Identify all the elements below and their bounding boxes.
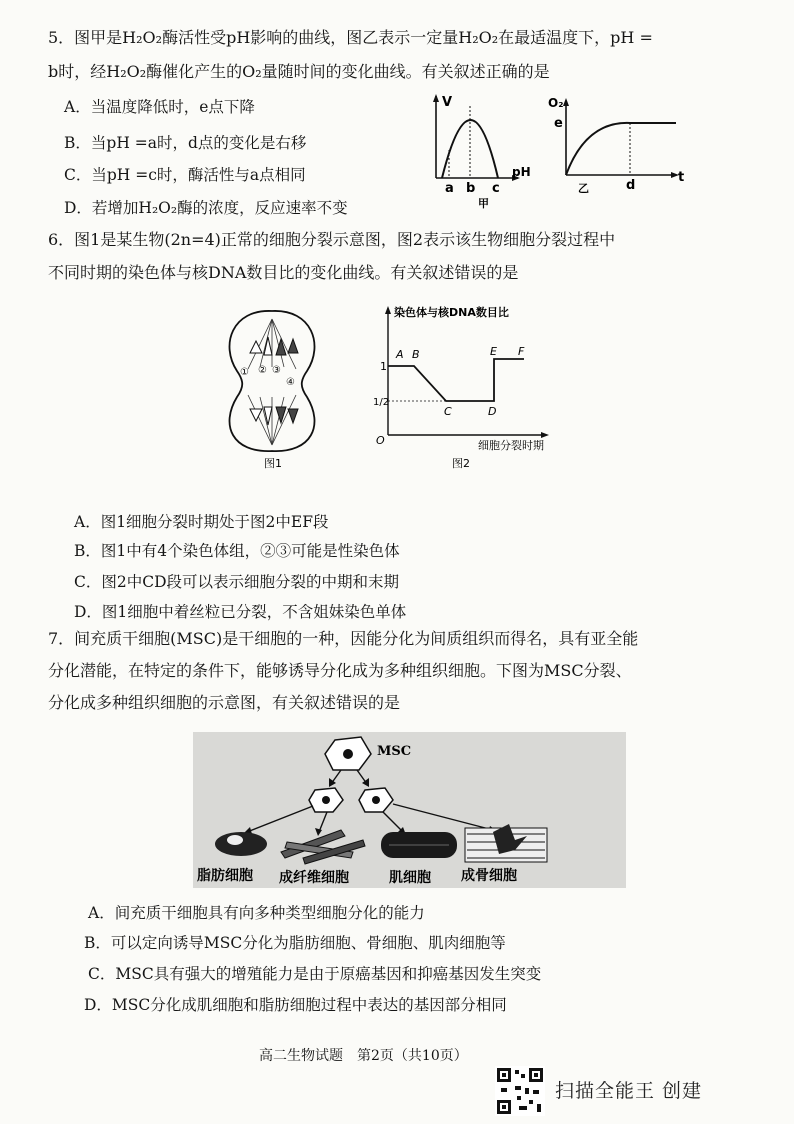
cell-label-muscle: 肌细胞	[389, 870, 431, 886]
cell-label-bone: 成骨细胞	[461, 868, 517, 884]
fig1-caption: 图1	[264, 457, 282, 469]
fig1-label-2: ②	[258, 365, 267, 376]
q7-option-a: A．间充质干细胞具有向多种类型细胞分化的能力	[88, 904, 425, 922]
yi-d-label: d	[626, 178, 636, 193]
q6-option-b: B．图1中有4个染色体组，②③可能是性染色体	[74, 542, 400, 560]
yi-y-label: O₂	[548, 96, 564, 110]
figure-2-curve	[366, 303, 556, 473]
fig1-label-1: ①	[240, 367, 249, 378]
cell-label-fibroblast: 成纤维细胞	[279, 870, 349, 886]
q7-option-d: D．MSC分化成肌细胞和脂肪细胞过程中表达的基因部分相同	[84, 996, 507, 1014]
yi-e-label: e	[554, 116, 563, 131]
fig2-ytick-1: 1	[380, 360, 387, 373]
q5-option-a: A．当温度降低时，e点下降	[64, 98, 255, 116]
q7-stem-line2: 分化潜能，在特定的条件下，能够诱导分化成为多种组织细胞。下图为MSC分裂、	[48, 661, 632, 680]
cell-label-fat: 脂肪细胞	[197, 868, 253, 884]
yi-x-label: t	[678, 170, 685, 185]
fig2-caption: 图2	[452, 457, 470, 470]
q6-stem-line1: 6．图1是某生物(2n=4)正常的细胞分裂示意图，图2表示该生物细胞分裂过程中	[48, 230, 616, 249]
q5-option-c: C．当pH =c时，酶活性与a点相同	[64, 166, 306, 184]
jia-tick-a: a	[445, 181, 454, 196]
jia-y-label: V	[442, 95, 453, 110]
jia-x-label: pH	[512, 165, 531, 179]
jia-caption: 甲	[478, 197, 489, 210]
fig2-ytick-half: 1/2	[373, 397, 390, 408]
q7-option-c: C．MSC具有强大的增殖能力是由于原癌基因和抑癌基因发生突变	[88, 965, 542, 983]
fig2-y-title: 染色体与核DNA数目比	[394, 306, 509, 319]
q7-option-b: B．可以定向诱导MSC分化为脂肪细胞、骨细胞、肌肉细胞等	[84, 934, 506, 952]
q6-option-d: D．图1细胞中着丝粒已分裂，不含姐妹染色单体	[74, 603, 407, 621]
q6-option-a: A．图1细胞分裂时期处于图2中EF段	[74, 513, 329, 531]
fig2-point-d: D	[488, 405, 497, 418]
fig2-origin: O	[376, 434, 385, 447]
fig2-point-a: A	[396, 348, 404, 361]
q7-stem-line1: 7．间充质干细胞(MSC)是干细胞的一种，因能分化为间质组织而得名，具有亚全能	[48, 629, 639, 648]
q7-stem-line3: 分化成多种组织细胞的示意图，有关叙述错误的是	[48, 693, 401, 712]
fig2-point-c: C	[444, 405, 452, 418]
figure-1-cell	[212, 305, 332, 469]
qr-code-icon	[495, 1066, 545, 1116]
q5-stem-line2: b时，经H₂O₂酶催化产生的O₂量随时间的变化曲线。有关叙述正确的是	[48, 62, 550, 81]
page-footer: 高二生物试题 第2页（共10页）	[259, 1048, 468, 1064]
yi-caption: 乙	[578, 182, 589, 195]
q5-option-b: B．当pH =a时，d点的变化是右移	[64, 134, 307, 152]
figure-yi	[542, 95, 686, 197]
fig2-x-title: 细胞分裂时期	[478, 439, 544, 452]
msc-figure	[193, 732, 626, 888]
q5-stem-line1: 5．图甲是H₂O₂酶活性受pH影响的曲线，图乙表示一定量H₂O₂在最适温度下，pH =	[48, 28, 653, 47]
q6-option-c: C．图2中CD段可以表示细胞分裂的中期和末期	[74, 573, 400, 591]
fig2-point-e: E	[490, 345, 497, 358]
jia-tick-c: c	[492, 181, 500, 196]
scanner-watermark: 扫描全能王 创建	[555, 1080, 703, 1102]
figure-jia	[418, 92, 538, 210]
msc-label: MSC	[377, 744, 412, 759]
fig2-point-f: F	[518, 345, 525, 358]
q6-stem-line2: 不同时期的染色体与核DNA数目比的变化曲线。有关叙述错误的是	[48, 263, 519, 282]
fig1-label-3: ③	[272, 365, 281, 376]
q5-option-d: D．若增加H₂O₂酶的浓度，反应速率不变	[64, 199, 348, 217]
fig1-label-4: ④	[286, 377, 295, 388]
fig2-point-b: B	[412, 348, 420, 361]
jia-tick-b: b	[466, 181, 476, 196]
